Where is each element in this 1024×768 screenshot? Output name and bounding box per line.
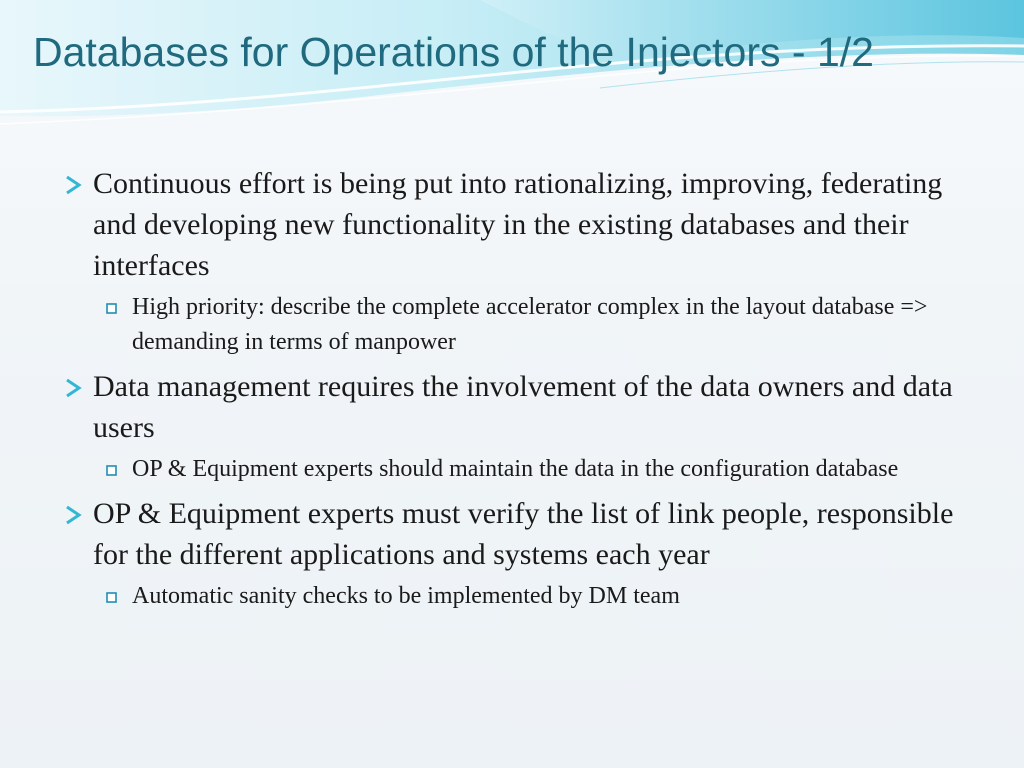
bullet-item (64, 163, 964, 286)
bullet-text: Data management requires the involvement of the data owners and data users (93, 370, 953, 444)
square-bullet-icon (105, 290, 119, 325)
sub-bullet-text: Automatic sanity checks to be implemented by DM team (132, 583, 680, 609)
page-title: Databases for Operations of the Injectors - 1/2 (33, 29, 874, 75)
arrow-bullet-icon (64, 493, 86, 534)
sub-bullet-item (105, 290, 964, 360)
square-bullet-icon (105, 579, 119, 614)
sub-bullet-text: OP & Equipment experts should maintain the data in the configuration database (132, 456, 899, 482)
bullet-item (64, 366, 964, 448)
bullet-text: Continuous effort is being put into rationalizing, improving, federating and developing new functionality in the existing databases and their interfaces (93, 167, 943, 282)
sub-bullet-item (105, 579, 964, 614)
sub-bullet-text: High priority: describe the complete accelerator complex in the layout database => demanding in terms of manpower (132, 294, 928, 355)
bullet-item (64, 493, 964, 575)
bullet-text: OP & Equipment experts must verify the list of link people, responsible for the different applications and systems each year (93, 497, 954, 571)
bullet-list (64, 163, 964, 620)
arrow-bullet-icon (64, 366, 86, 407)
square-bullet-icon (105, 452, 119, 487)
arrow-bullet-icon (64, 163, 86, 204)
sub-bullet-item (105, 452, 964, 487)
